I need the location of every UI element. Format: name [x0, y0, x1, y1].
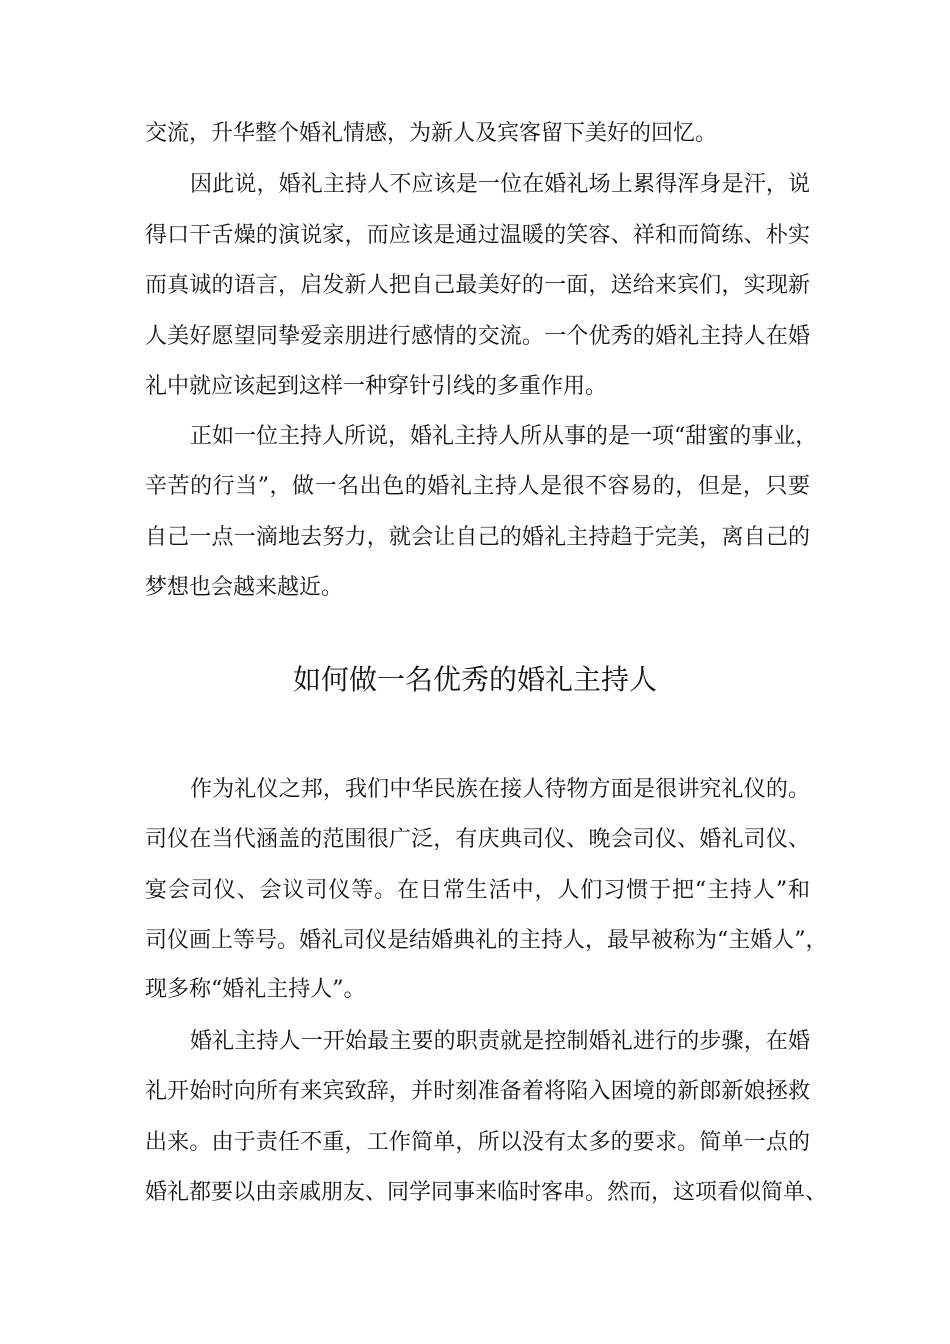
paragraph-line: 现多称“婚礼主持人”。 — [145, 977, 366, 1002]
paragraph-line: 出来。由于责任不重，工作简单，所以没有太多的要求。简单一点的 — [145, 1130, 810, 1155]
paragraph-line: 婚礼主持人一开始最主要的职责就是控制婚礼进行的步骤，在婚 — [190, 1029, 810, 1054]
paragraph-line: 因此说，婚礼主持人不应该是一位在婚礼场上累得浑身是汗，说 — [190, 172, 810, 197]
paragraph-line: 梦想也会越来越近。 — [145, 575, 344, 600]
paragraph-line: 自己一点一滴地去努力，就会让自己的婚礼主持趋于完美，离自己的 — [145, 525, 810, 550]
paragraph-line: 礼开始时向所有来宾致辞，并时刻准备着将陷入困境的新郎新娘拯救 — [145, 1079, 810, 1104]
paragraph-line: 礼中就应该起到这样一种穿针引线的多重作用。 — [145, 374, 608, 399]
paragraph-line: 而真诚的语言，启发新人把自己最美好的一面，送给来宾们，实现新 — [145, 273, 810, 298]
paragraph-line: 得口干舌燥的演说家，而应该是通过温暖的笑容、祥和而简练、朴实 — [145, 223, 810, 248]
paragraph-line: 婚礼都要以由亲戚朋友、同学同事来临时客串。然而，这项看似简单、 — [145, 1180, 828, 1205]
section-title: 如何做一名优秀的婚礼主持人 — [292, 663, 657, 696]
paragraph-line: 正如一位主持人所说，婚礼主持人所从事的是一项“甜蜜的事业， — [190, 424, 818, 449]
paragraph-line: 宴会司仪、会议司仪等。在日常生活中，人们习惯于把“主持人”和 — [145, 878, 810, 903]
paragraph-line: 人美好愿望同挚爱亲朋进行感情的交流。一个优秀的婚礼主持人在婚 — [145, 324, 810, 349]
paragraph-line: 辛苦的行当”，做一名出色的婚礼主持人是很不容易的，但是，只要 — [145, 474, 810, 499]
paragraph-line: 作为礼仪之邦，我们中华民族在接人待物方面是很讲究礼仪的。 — [190, 777, 810, 802]
paragraph-line: 交流，升华整个婚礼情感，为新人及宾客留下美好的回忆。 — [145, 121, 718, 146]
paragraph-line: 司仪画上等号。婚礼司仪是结婚典礼的主持人，最早被称为“主婚人”， — [145, 928, 828, 953]
paragraph-line: 司仪在当代涵盖的范围很广泛，有庆典司仪、晚会司仪、婚礼司仪、 — [145, 827, 810, 852]
